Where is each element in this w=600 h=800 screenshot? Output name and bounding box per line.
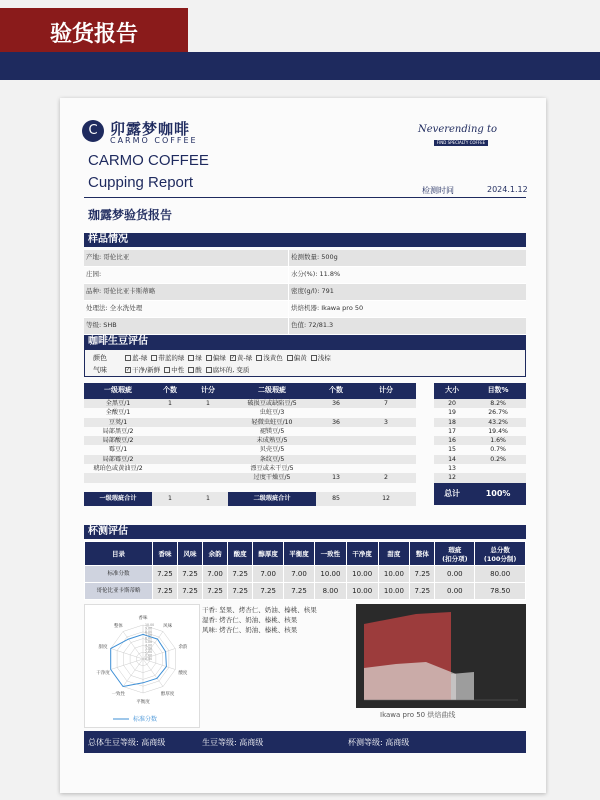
defects-cell: 未成熟豆/5	[228, 436, 316, 445]
sample-right-cell: 色值: 72/81.3	[288, 318, 526, 334]
checkbox-icon: ✓	[230, 354, 236, 361]
defects-table	[84, 383, 416, 506]
screen-header: 目数%	[470, 383, 526, 399]
screen-cell: 0.2%	[470, 455, 526, 464]
defects-cell	[356, 464, 416, 473]
defects-cell	[188, 464, 228, 473]
radar-scale-label: 4.00	[145, 643, 153, 648]
defects-cell	[152, 408, 188, 417]
header-band	[0, 52, 600, 80]
option-label: 偏绿	[212, 354, 226, 362]
table-row	[434, 464, 526, 473]
radar-axis-label: 香味	[138, 616, 148, 621]
defects-cell	[152, 483, 188, 492]
roast-caption: Ikawa pro 50 烘焙曲线	[380, 711, 456, 719]
defects-cell	[356, 427, 416, 436]
brand-logo-icon: C	[82, 120, 104, 142]
sample-right-cell: 烘焙机器: Ikawa pro 50	[288, 301, 526, 317]
sample-left-cell: 产地: 哥伦比亚	[84, 250, 288, 266]
score-cell: 0.00	[435, 583, 475, 600]
checkbox-icon	[188, 367, 194, 373]
radar-axis-label: 醇厚度	[160, 691, 175, 697]
table-row	[85, 583, 526, 600]
option-colors	[125, 352, 147, 363]
defects-cell: 条纹豆/5	[228, 455, 316, 464]
defects-cell: 褪镁豆/5	[259, 427, 285, 435]
total2-score: 12	[356, 492, 416, 506]
sample-right-cell: 密度(g/l): 791	[288, 284, 526, 300]
radar-axis-label: 风味	[163, 624, 173, 630]
option-smells	[188, 364, 202, 375]
score-cell: 7.25	[228, 583, 253, 600]
divider	[84, 197, 526, 198]
screen-total-label: 总计	[434, 483, 470, 505]
brand-name-en: CARMO COFFEE	[110, 136, 198, 145]
defects-cell: 36	[316, 418, 356, 427]
flavor-notes	[202, 605, 317, 635]
score-header: 整体	[410, 542, 435, 566]
score-cell: 0.00	[435, 566, 475, 583]
checkbox-icon: ✓	[126, 366, 131, 373]
option-label: 黄-绿	[236, 354, 253, 362]
report-title-cn: 珈露梦验货报告	[88, 208, 173, 222]
option-label: 酸	[195, 366, 202, 374]
checkbox-icon	[206, 367, 212, 373]
score-cell: 80.00	[475, 566, 526, 583]
defects-header: 一级瑕疵	[84, 383, 152, 399]
table-row	[84, 427, 416, 436]
note-dry: 干香: 坚果、烤杏仁、奶油、榛桃、核果	[202, 606, 317, 614]
option-colors	[188, 352, 202, 363]
table-row	[84, 418, 416, 427]
green-section-heading: 咖啡生豆评估	[84, 335, 526, 349]
score-header: 平衡度	[284, 542, 315, 566]
score-cell: 7.00	[203, 566, 228, 583]
defects-cell	[316, 464, 356, 473]
smell-options	[125, 364, 525, 375]
cup-grade: 杯测等级: 高商级	[348, 738, 410, 747]
score-cell: 10.00	[346, 566, 378, 583]
screen-cell	[470, 464, 526, 473]
defects-cell	[316, 483, 356, 492]
score-header: 甜度	[378, 542, 410, 566]
defects-cell: 豆荚/1	[84, 418, 152, 427]
sample-left-cell: 等级: SHB	[84, 318, 288, 334]
score-cell: 10.00	[378, 566, 410, 583]
score-header: 一致性	[315, 542, 347, 566]
defects-cell	[188, 483, 228, 492]
table-row	[434, 436, 526, 445]
score-cell: 8.00	[315, 583, 347, 600]
radar-axis-label: 整体	[113, 624, 123, 630]
score-cell: 7.25	[152, 583, 177, 600]
radar-scale-label: 2.00	[145, 650, 153, 655]
table-row	[434, 455, 526, 464]
table-row	[434, 445, 526, 454]
color-options	[125, 352, 525, 363]
radar-scale-label: 6.00	[145, 636, 153, 641]
signature: Neverending to	[418, 124, 498, 135]
defects-cell: 轻微虫蛀豆/10	[228, 418, 316, 427]
checkbox-icon	[164, 367, 170, 373]
defects-header: 个数	[152, 383, 188, 399]
table-row	[434, 473, 526, 482]
radar-axis-label: 一致性	[111, 691, 126, 697]
score-cell: 10.00	[378, 583, 410, 600]
score-cell: 78.50	[475, 583, 526, 600]
sample-section-heading: 样品情况	[84, 233, 526, 247]
defects-cell	[152, 464, 188, 473]
option-smells	[164, 364, 184, 375]
defects-cell	[356, 436, 416, 445]
radar-spoke	[111, 659, 143, 670]
defects-cell	[188, 455, 228, 464]
screen-header: 大小	[434, 383, 470, 399]
screen-cell: 19	[448, 409, 456, 417]
table-row	[84, 483, 416, 492]
table-row	[434, 427, 526, 436]
table-row	[84, 399, 416, 408]
table-row	[84, 455, 416, 464]
defects-cell	[316, 455, 356, 464]
option-label: 蓝-绿	[132, 354, 148, 362]
checkbox-icon	[287, 355, 293, 361]
score-header: 余韵	[203, 542, 228, 566]
score-cell: 7.25	[284, 583, 315, 600]
defects-cell	[188, 427, 228, 436]
sample-left-cell: 处理法: 全水洗处理	[86, 304, 143, 312]
smell-label: 气味	[93, 366, 107, 374]
total1-count: 1	[152, 492, 188, 506]
green-eval-box	[84, 349, 526, 377]
total2-label: 二级瑕疵合计	[228, 492, 316, 506]
defects-cell	[152, 473, 188, 482]
defects-cell: 1	[152, 399, 188, 408]
sample-row	[84, 284, 526, 301]
table-row	[84, 473, 416, 482]
screen-cell: 15	[448, 446, 456, 454]
defects-cell: 7	[356, 399, 416, 408]
defects-cell: 局部黑豆/2	[102, 427, 134, 435]
option-colors	[230, 352, 252, 363]
defects-cell	[188, 408, 228, 417]
score-cell: 7.25	[178, 583, 203, 600]
defects-cell	[228, 483, 316, 492]
total2-count: 85	[316, 492, 356, 506]
option-colors	[206, 352, 226, 363]
defects-cell	[152, 436, 188, 445]
tagline: FIND SPECIALTY COFFEE	[434, 140, 488, 146]
defects-cell	[152, 455, 188, 464]
score-header: 香味	[152, 542, 177, 566]
score-cell: 7.25	[410, 566, 435, 583]
screen-cell: 1.6%	[470, 436, 526, 445]
defects-cell: 虫蛀豆/3	[259, 409, 285, 417]
radar-scale-label: 9.00	[145, 626, 153, 631]
screen-cell: 8.2%	[470, 399, 526, 408]
defects-cell	[316, 408, 356, 417]
defects-header: 计分	[188, 383, 228, 399]
option-label: 浅黄色	[263, 354, 283, 362]
score-cell: 7.25	[228, 566, 253, 583]
score-header: 风味	[178, 542, 203, 566]
sample-row	[84, 267, 526, 284]
defects-cell: 局部霉豆/2	[84, 455, 152, 464]
note-wet: 湿香: 烤杏仁、奶油、榛桃、核果	[202, 616, 298, 624]
sample-left-cell: 品种: 哥伦比亚卡斯蒂略	[84, 284, 288, 300]
radar-spoke	[143, 659, 163, 687]
defects-cell	[188, 436, 228, 445]
screen-cell	[470, 473, 526, 482]
defects-cell	[152, 427, 188, 436]
option-colors	[151, 352, 184, 363]
radar-spoke	[123, 659, 143, 687]
cupping-section-heading: 杯测评估	[84, 525, 526, 539]
screen-cell: 0.7%	[490, 446, 506, 454]
score-header: 总分数 (100分制)	[475, 542, 526, 566]
screen-cell: 18	[434, 418, 470, 427]
defects-cell: 2	[356, 473, 416, 482]
score-header: 瑕疵 (扣分项)	[435, 542, 475, 566]
screen-cell: 26.7%	[488, 409, 508, 417]
option-colors	[256, 352, 283, 363]
score-cell: 7.00	[253, 566, 284, 583]
checkbox-icon	[151, 355, 157, 361]
option-label: 腐坏的, 变质	[212, 366, 250, 374]
radar-spoke	[111, 648, 143, 659]
defects-cell: 过度干燥豆/5	[228, 473, 316, 482]
table-row	[434, 418, 526, 427]
table-row	[434, 399, 526, 408]
score-cell: 7.25	[178, 566, 203, 583]
roast-cooling-area	[451, 672, 474, 700]
sample-info-grid	[84, 250, 526, 335]
screen-cell: 17	[448, 427, 456, 435]
radar-scale-label: 5.00	[145, 640, 153, 644]
score-cell: 7.25	[203, 583, 228, 600]
defects-cell: 贝壳豆/5	[259, 446, 285, 454]
defects-cell	[84, 483, 152, 492]
screen-cell: 43.2%	[470, 418, 526, 427]
defects-cell	[152, 418, 188, 427]
overall-grade: 总体生豆等级: 高商级	[88, 738, 166, 747]
screen-cell: 19.4%	[488, 427, 508, 435]
defects-cell	[356, 483, 416, 492]
checkbox-icon	[188, 355, 194, 361]
defects-cell: 琥珀色或黄油豆/2	[93, 465, 143, 473]
date-label: 检测时间	[422, 186, 454, 195]
table-row	[85, 566, 526, 583]
radar-axis-label: 平衡度	[136, 700, 150, 705]
radar-axis-label: 余韵	[178, 645, 188, 651]
table-row	[84, 436, 416, 445]
radar-chart-panel	[84, 604, 200, 728]
defects-cell: 局部酸豆/2	[84, 436, 152, 445]
radar-scale-label: 7.00	[145, 633, 153, 638]
score-cell: 7.25	[410, 583, 435, 600]
defects-cell: 全酸豆/1	[105, 409, 131, 417]
radar-scale-label: 1.00	[145, 653, 153, 658]
radar-axis-label: 干净度	[96, 670, 110, 676]
defects-cell	[356, 445, 416, 454]
radar-axis-label: 酸度	[178, 670, 188, 676]
option-label: 干净/新鲜	[132, 366, 161, 374]
report-title-en: CARMO COFFEE	[88, 152, 209, 169]
score-cell: 7.25	[152, 566, 177, 583]
defects-cell: 36	[316, 399, 356, 408]
score-header: 酸度	[228, 542, 253, 566]
date-value: 2024.1.12	[487, 185, 528, 194]
roast-curve-chart	[356, 604, 526, 708]
defects-cell	[316, 427, 356, 436]
defects-cell	[316, 436, 356, 445]
radar-scale-label: 10.00	[145, 623, 155, 627]
option-label: 浅棕	[317, 354, 331, 362]
option-smells	[125, 364, 160, 375]
green-grade: 生豆等级: 高商级	[202, 738, 264, 747]
defects-cell	[188, 473, 228, 482]
defects-cell	[84, 473, 152, 482]
defects-cell	[152, 445, 188, 454]
note-flavor: 风味: 烤杏仁、奶油、榛桃、核果	[202, 626, 298, 634]
checkbox-icon	[206, 355, 212, 361]
defects-header: 计分	[356, 383, 416, 399]
option-smells	[206, 364, 250, 375]
radar-scale-label: 3.00	[145, 646, 153, 651]
defects-cell	[188, 418, 228, 427]
option-colors	[311, 352, 331, 363]
defects-cell: 1	[188, 399, 228, 408]
defects-cell: 破损豆或缺陷豆/5	[228, 399, 316, 408]
defects-cell	[356, 408, 416, 417]
roast-curve-svg	[356, 604, 526, 708]
radar-chart	[85, 605, 201, 729]
screen-total-value: 100%	[470, 483, 526, 505]
checkbox-icon	[125, 355, 131, 361]
checkbox-icon	[256, 355, 262, 361]
radar-scale-label: 0.00	[145, 657, 153, 661]
report-subtitle-en: Cupping Report	[88, 174, 194, 191]
sample-right-cell: 检测数量: 500g	[288, 250, 526, 266]
defects-cell: 霉豆/1	[108, 446, 128, 454]
option-label: 绿	[195, 354, 202, 362]
defects-header: 二级瑕疵	[228, 383, 316, 399]
defects-cell	[188, 445, 228, 454]
score-cell: 7.00	[284, 566, 315, 583]
option-colors	[287, 352, 307, 363]
defects-cell: 13	[316, 473, 356, 482]
defects-header: 个数	[316, 383, 356, 399]
defects-cell: 3	[356, 418, 416, 427]
score-cell: 10.00	[315, 566, 347, 583]
defects-cell	[316, 445, 356, 454]
radar-legend-label: 标准分数	[133, 716, 158, 723]
sample-row	[84, 250, 526, 267]
screen-cell: 14	[434, 455, 470, 464]
screen-cell: 13	[448, 465, 456, 473]
score-header: 目录	[85, 542, 153, 566]
radar-axis-label: 甜度	[98, 645, 108, 651]
table-row	[84, 464, 416, 473]
grade-footer	[84, 731, 526, 753]
color-label: 颜色	[93, 354, 107, 362]
report-header-title: 验货报告	[0, 8, 188, 56]
sample-right-cell: 水分(%): 11.8%	[288, 267, 526, 283]
screen-cell: 16	[434, 436, 470, 445]
option-label: 偏黄	[293, 354, 307, 362]
defects-cell	[356, 455, 416, 464]
total1-score: 1	[188, 492, 228, 506]
option-label: 中性	[171, 366, 185, 374]
option-label: 带蓝的绿	[158, 354, 185, 362]
total1-label: 一级瑕疵合计	[84, 492, 152, 506]
score-header: 干净度	[346, 542, 378, 566]
score-cell: 10.00	[346, 583, 378, 600]
score-header: 醇厚度	[253, 542, 284, 566]
score-cell: 标准分数	[85, 566, 153, 583]
sample-row	[84, 301, 526, 318]
score-cell: 7.25	[253, 583, 284, 600]
brand-name-cn: 卯露梦咖啡	[110, 120, 191, 138]
screen-size-table	[434, 383, 526, 505]
score-cell: 哥伦比亚卡斯蒂略	[85, 583, 153, 600]
checkbox-icon	[311, 355, 317, 361]
table-row	[84, 408, 416, 417]
table-row	[84, 445, 416, 454]
radar-scale-label: 8.00	[145, 629, 153, 634]
screen-cell: 20	[434, 399, 470, 408]
sample-row	[84, 318, 526, 335]
defects-cell: 全黑豆/1	[84, 399, 152, 408]
cupping-score-table	[84, 541, 526, 600]
table-row	[434, 408, 526, 417]
screen-cell: 12	[434, 473, 470, 482]
sample-left-cell: 庄园:	[86, 270, 102, 278]
defects-cell: 漂豆或未干豆/5	[250, 465, 294, 473]
